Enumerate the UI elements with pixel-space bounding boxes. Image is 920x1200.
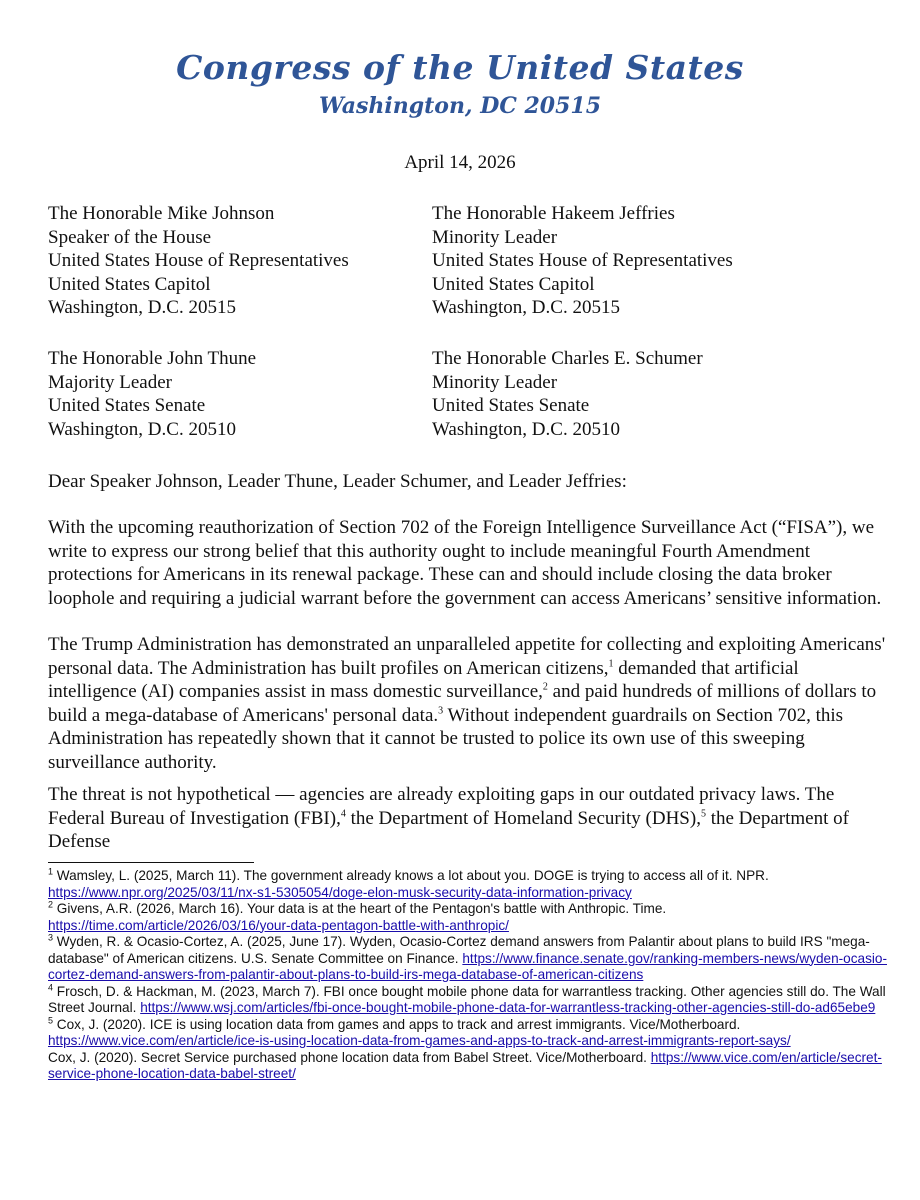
paragraph-text: and paid hundreds of millions of dollars to build a mega-database of Americans' personal data. — [48, 681, 877, 726]
letterhead-city: Washington, DC 20515 — [318, 93, 602, 119]
letter-date: April 14, 2026 — [404, 152, 516, 173]
footnote-ref[interactable]: 3 — [438, 705, 444, 717]
footnote — [48, 1014, 888, 1050]
address-line: United States Senate — [48, 395, 206, 416]
address-line: United States Capitol — [48, 273, 211, 295]
footnote-divider — [48, 862, 254, 863]
address-line: Minority Leader — [432, 226, 558, 248]
paragraph-2 — [48, 633, 888, 774]
address-line: Washington, D.C. 20510 — [48, 418, 236, 440]
paragraph-text: With the upcoming reauthorization of Section 702 of the Foreign Intelligence Surveillance Act (“FISA”), we write to express our strong belief that this authority ought to include meaningful Fourth Amendment protections for Americans in its renewal package. These can and should include closing the data broker loophole and requiring a judicial warrant before the government can access Americans’ sensitive information. — [48, 517, 882, 609]
footnote-link[interactable]: https://www.vice.com/en/article/ice-is-using-location-data-from-games-and-apps-to-track-and-arrest-immigrants-report-says/ — [48, 1033, 791, 1048]
footnote-text: Frosch, D. & Hackman, M. (2023, March 7). FBI once bought mobile phone data for warrantless tracking. Other agencies still do. The Wall Street Journal. — [48, 983, 886, 1015]
footnote-text: Cox, J. (2020). ICE is using location data from games and apps to track and arrest immigrants. Vice/Motherboard. — [53, 1016, 741, 1032]
footnote — [48, 1050, 888, 1083]
address-line: The Honorable John Thune — [48, 348, 257, 369]
footnote-ref[interactable]: 5 — [700, 808, 706, 820]
address-line: Washington, D.C. 20515 — [432, 297, 620, 318]
footnote-number: 2 — [48, 899, 54, 910]
footnote-link[interactable]: https://www.wsj.com/articles/fbi-once-bought-mobile-phone-data-for-warrantless-tracking-other-agencies-still-do-ad65ebe9 — [140, 1000, 876, 1015]
footnote-text: Cox, J. (2020). Secret Service purchased phone location data from Babel Street. Vice/Motherboard. — [48, 1049, 651, 1065]
footnote-link[interactable]: https://www.finance.senate.gov/ranking-members-news/wyden-ocasio-cortez-demand-answers-from-palantir-about-plans-to-build-irs-mega-database-of-american-citizens — [48, 950, 887, 982]
letterhead-title: Congress of the United States — [176, 48, 744, 87]
salutation: Dear Speaker Johnson, Leader Thune, Leader Schumer, and Leader Jeffries: — [48, 471, 627, 492]
footnote — [48, 901, 888, 934]
paragraph-text: The Trump Administration has demonstrated an unparalleled appetite for collecting and exploiting Americans' personal data. The Administration has built profiles on American citizens, — [48, 634, 886, 679]
address-line: Washington, D.C. 20510 — [432, 418, 620, 440]
footnote-number: 1 — [48, 866, 54, 877]
address-line: United States House of Representatives — [432, 250, 733, 271]
footnote-ref[interactable]: 4 — [340, 808, 346, 820]
footnote — [48, 934, 888, 984]
footnote-number: 3 — [48, 932, 54, 943]
footnote-number: 4 — [48, 981, 54, 992]
address-line: Majority Leader — [48, 371, 172, 393]
letterhead — [0, 48, 920, 119]
paragraph-text: the Department of Defense — [48, 807, 849, 852]
footnote-link[interactable]: https://www.npr.org/2025/03/11/nx-s1-5305054/doge-elon-musk-security-data-information-privacy — [48, 884, 632, 900]
paragraph-text: The threat is not hypothetical — agencies are already exploiting gaps in our outdated privacy laws. The Federal Bureau of Investigation (FBI), — [48, 784, 835, 829]
paragraph-text: demanded that artificial intelligence (AI) companies assist in mass domestic surveillance, — [48, 657, 799, 702]
footnote-text: Wamsley, L. (2025, March 11). The government already knows a lot about you. DOGE is trying to access all of it. NPR. — [53, 868, 769, 883]
addressee-jeffries — [432, 202, 733, 320]
footnote-number: 5 — [48, 1014, 54, 1025]
addressee-johnson — [48, 202, 349, 320]
address-line: Minority Leader — [432, 371, 558, 393]
address-line: The Honorable Hakeem Jeffries — [432, 203, 675, 224]
footnote — [48, 981, 888, 1017]
paragraph-text: the Department of Homeland Security (DHS), — [345, 807, 701, 829]
address-line: United States House of Representatives — [48, 250, 349, 271]
footnote-text: Givens, A.R. (2026, March 16). Your data is at the heart of the Pentagon's battle with Anthropic. Time. — [53, 901, 667, 916]
footnote-ref[interactable]: 1 — [608, 658, 614, 670]
footnote-link[interactable]: https://www.vice.com/en/article/secret-service-phone-location-data-babel-street/ — [48, 1049, 882, 1081]
footnote-ref[interactable]: 2 — [542, 681, 548, 693]
address-line: United States Senate — [432, 395, 590, 416]
addressee-thune — [48, 347, 256, 441]
paragraph-3 — [48, 783, 888, 854]
footnote-text: Wyden, R. & Ocasio-Cortez, A. (2025, June 17). Wyden, Ocasio-Cortez demand answers from Palantir about plans to build IRS "mega-database" of American citizens. U.S. Senate Committee on Finance. — [48, 934, 870, 966]
address-line: Washington, D.C. 20515 — [48, 297, 236, 318]
footnote-link[interactable]: https://time.com/article/2026/03/16/your-data-pentagon-battle-with-anthropic/ — [48, 917, 509, 933]
address-line: United States Capitol — [432, 273, 595, 295]
address-line: The Honorable Mike Johnson — [48, 203, 275, 224]
footnote — [48, 868, 888, 901]
address-line: Speaker of the House — [48, 226, 212, 248]
paragraph-text: Without independent guardrails on Section 702, this Administration has repeatedly shown that it cannot be trusted to police its own use of this sweeping surveillance authority. — [48, 704, 844, 773]
footnotes — [48, 868, 888, 1083]
address-line: The Honorable Charles E. Schumer — [432, 348, 703, 369]
addressee-schumer — [432, 347, 703, 441]
paragraph-1 — [48, 516, 888, 610]
